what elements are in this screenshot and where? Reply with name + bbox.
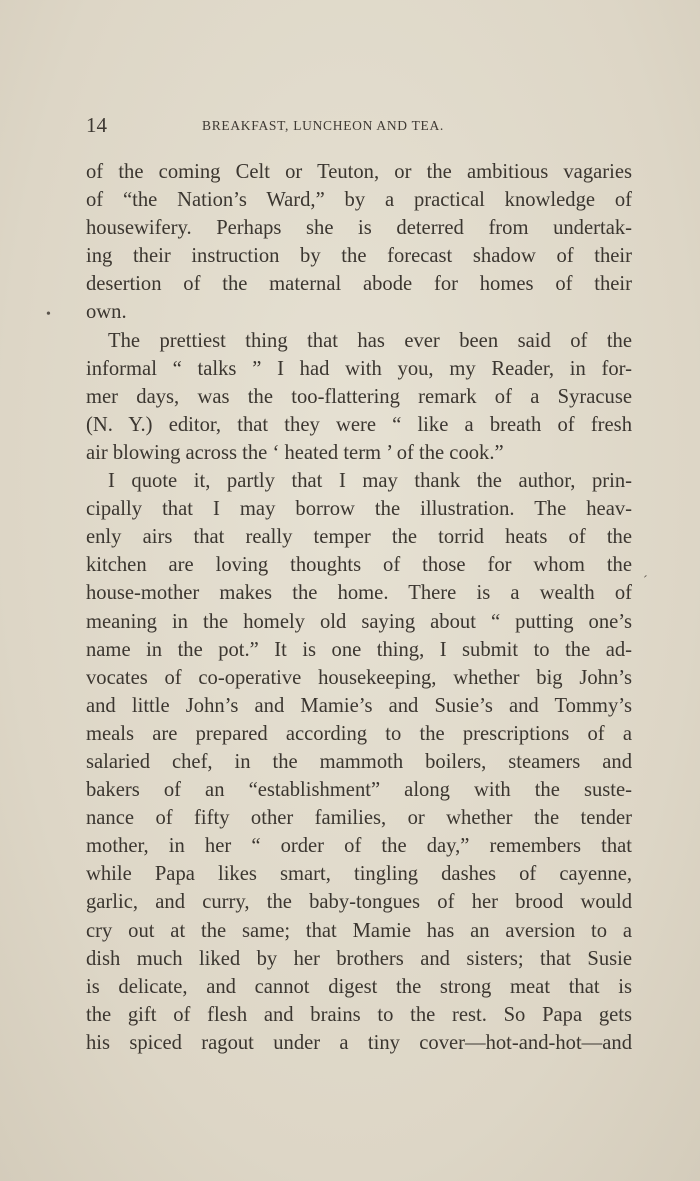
text-line: informal “ talks ” I had with you, my Reader, in for-: [86, 357, 632, 380]
text-line: vocates of co-operative housekeeping, whether big John’s: [86, 666, 632, 689]
page-number: 14: [86, 113, 107, 137]
margin-mark-left: •: [46, 307, 51, 322]
text-line: ing their instruction by the forecast shadow of their: [86, 245, 632, 268]
text-line: (N. Y.) editor, that they were “ like a breath of fresh: [86, 413, 632, 436]
text-line: own.: [86, 301, 127, 324]
text-line: cry out at the same; that Mamie has an aversion to a: [86, 919, 632, 942]
margin-mark-right: ˊ: [643, 574, 648, 589]
text-line: air blowing across the ‘ heated term ’ of the cook.”: [86, 441, 504, 464]
text-line: dish much liked by her brothers and sisters; that Susie: [86, 947, 632, 970]
text-line: name in the pot.” It is one thing, I submit to the ad-: [86, 638, 632, 661]
text-line: meals are prepared according to the prescriptions of a: [86, 722, 632, 745]
text-line: bakers of an “establishment” along with the suste-: [86, 779, 632, 802]
text-line: while Papa likes smart, tingling dashes of cayenne,: [86, 863, 632, 886]
text-line: the gift of flesh and brains to the rest. So Papa gets: [86, 1003, 632, 1026]
text-line: garlic, and curry, the baby-tongues of her brood would: [86, 891, 632, 914]
running-head: BREAKFAST, LUNCHEON AND TEA.: [202, 118, 444, 133]
text-line: The prettiest thing that has ever been said of the: [108, 329, 632, 352]
text-line: salaried chef, in the mammoth boilers, steamers and: [86, 750, 632, 773]
text-line: house-mother makes the home. There is a wealth of: [86, 582, 632, 605]
page-header: [86, 113, 631, 137]
text-line: and little John’s and Mamie’s and Susie’s and Tommy’s: [86, 694, 632, 717]
text-line: meaning in the homely old saying about “ putting one’s: [86, 610, 632, 633]
text-line: desertion of the maternal abode for homes of their: [86, 273, 632, 296]
body-text: [86, 158, 632, 1057]
text-line: nance of fifty other families, or whether the tender: [86, 807, 632, 830]
text-line: of “the Nation’s Ward,” by a practical knowledge of: [86, 189, 632, 212]
text-line: of the coming Celt or Teuton, or the ambitious vagaries: [86, 161, 632, 183]
text-line: I quote it, partly that I may thank the author, prin-: [108, 470, 632, 493]
text-line: is delicate, and cannot digest the strong meat that is: [86, 975, 632, 998]
text-line: kitchen are loving thoughts of those for whom the: [86, 554, 632, 577]
text-line: his spiced ragout under a tiny cover—hot-and-hot—and: [86, 1031, 632, 1054]
text-line: cipally that I may borrow the illustration. The heav-: [86, 498, 632, 521]
text-line: mother, in her “ order of the day,” remembers that: [86, 835, 632, 858]
text-line: housewifery. Perhaps she is deterred from undertak-: [86, 217, 632, 240]
text-line: enly airs that really temper the torrid heats of the: [86, 526, 632, 549]
text-line: mer days, was the too-flattering remark of a Syracuse: [86, 385, 632, 408]
